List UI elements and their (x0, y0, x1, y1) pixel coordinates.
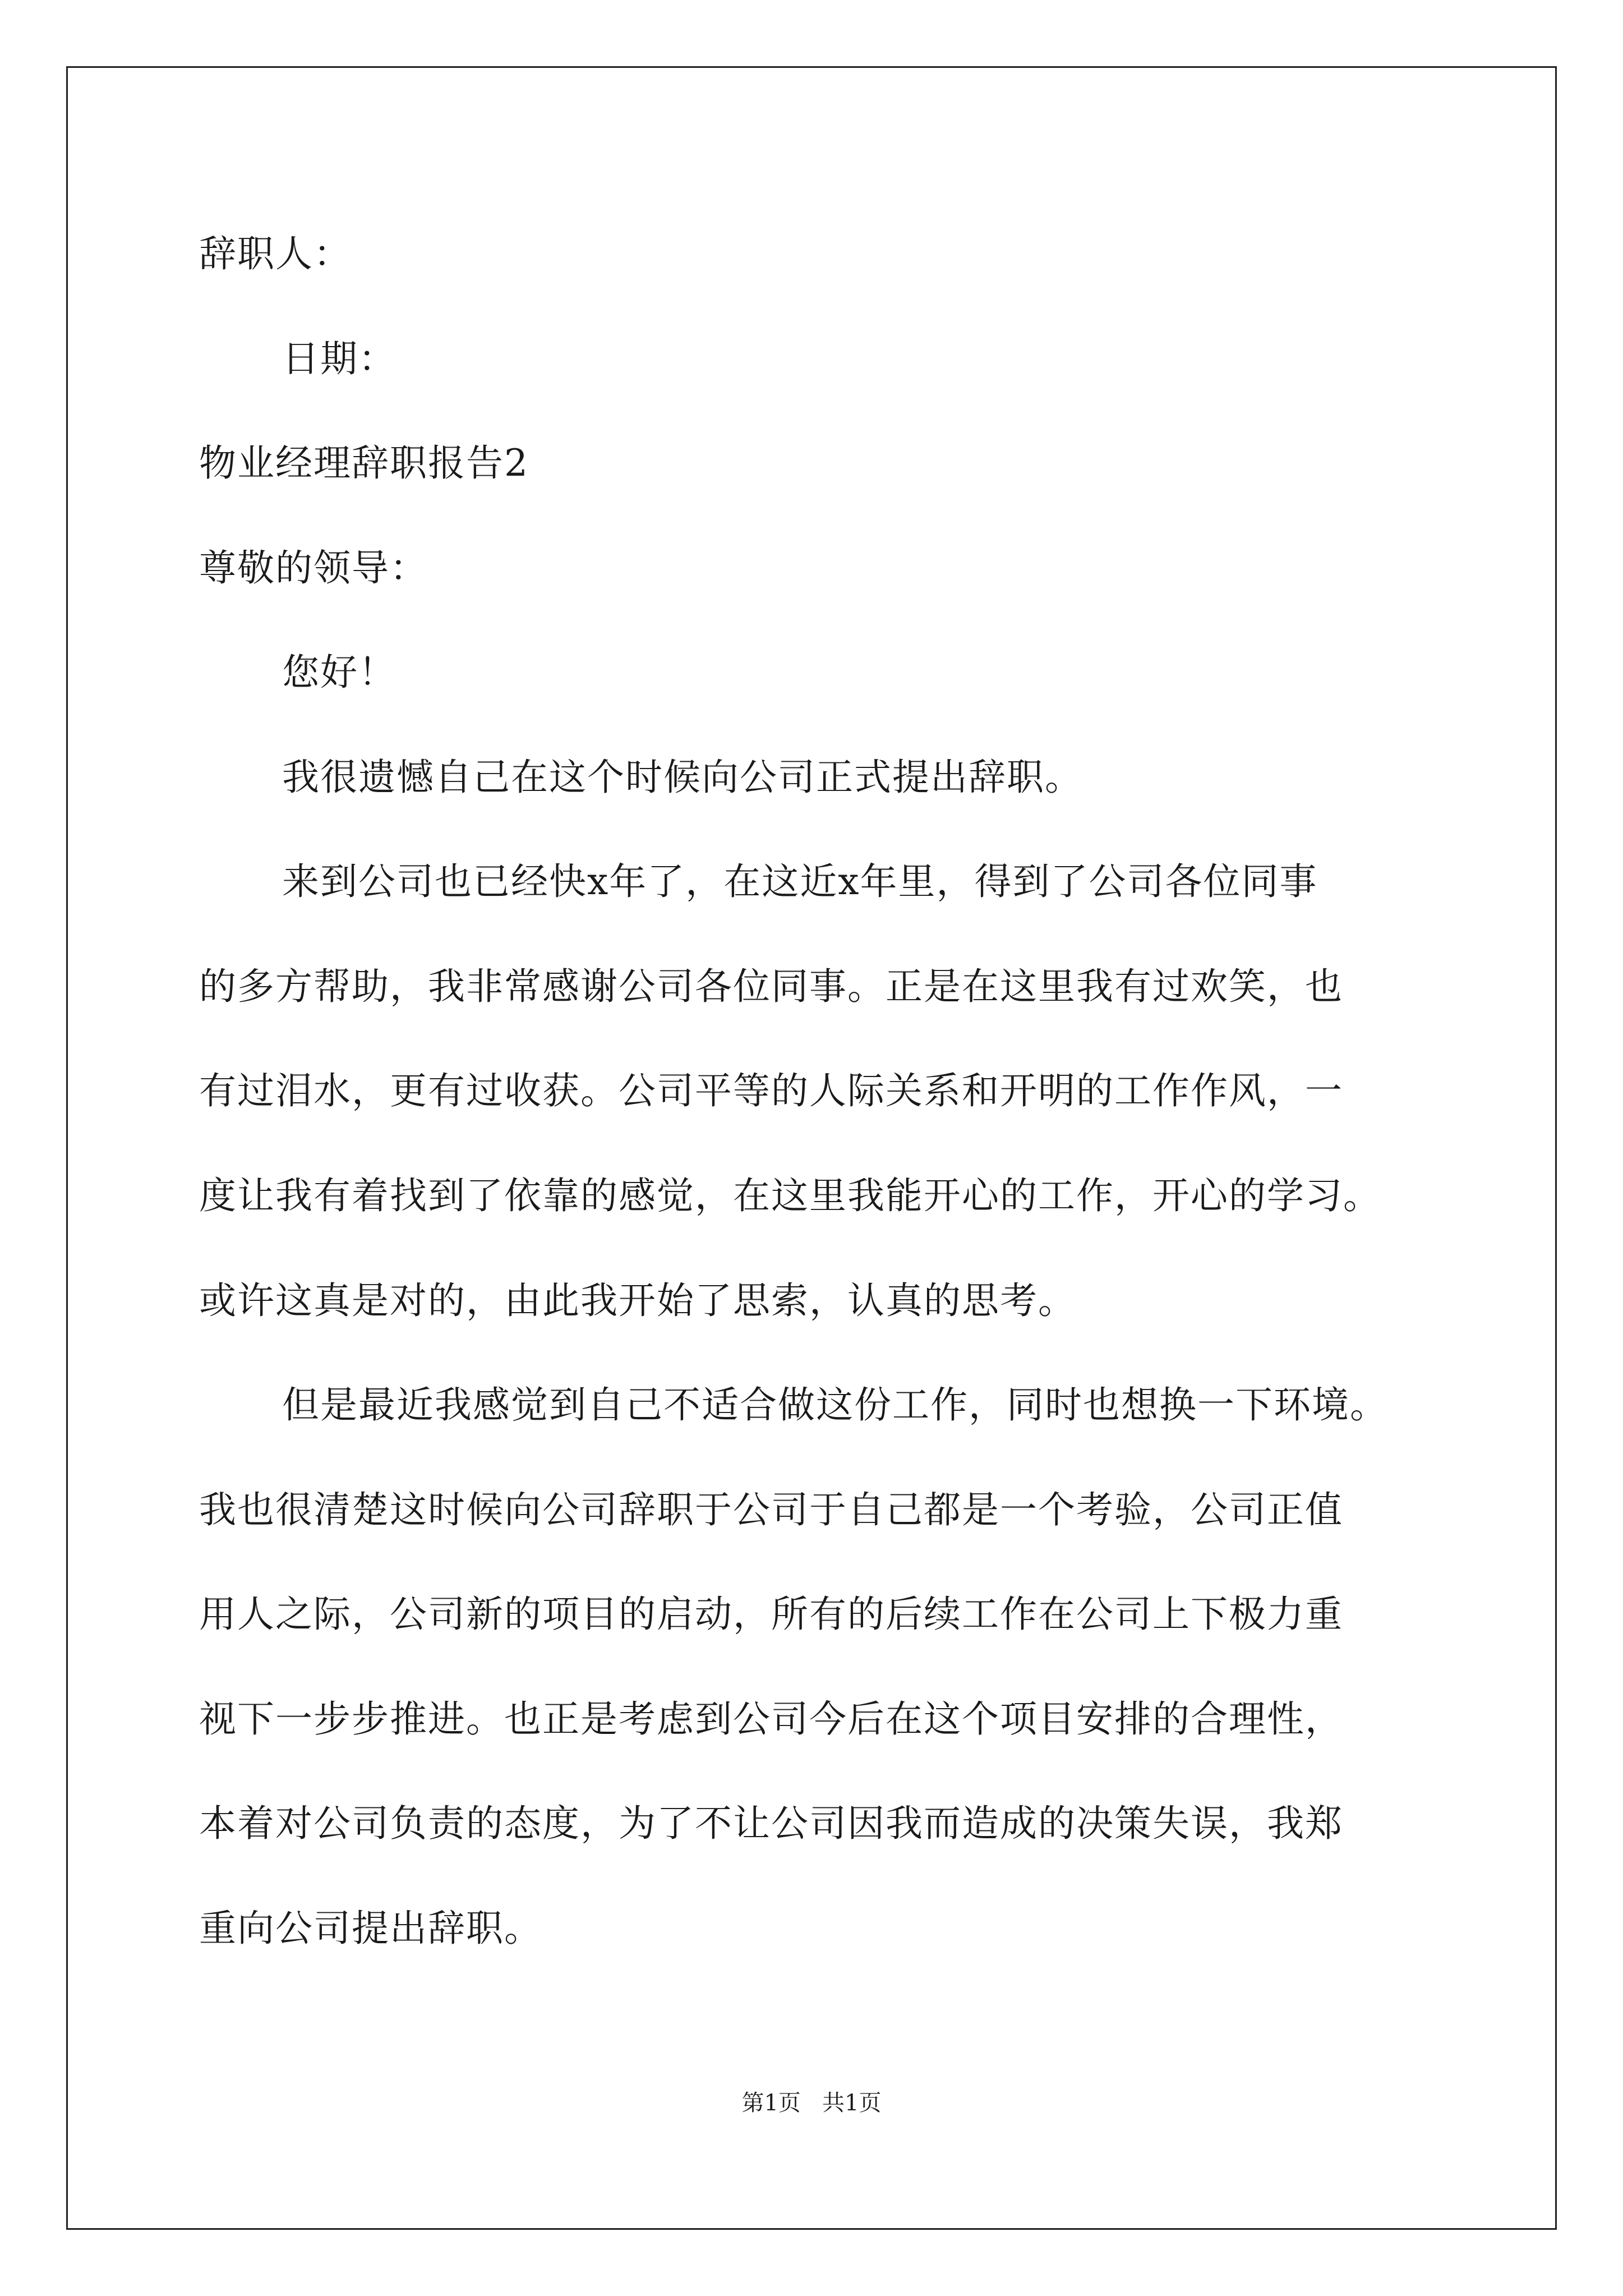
paragraph-2-line-5: 或许这真是对的，由此我开始了思索，认真的思考。 (199, 1279, 1076, 1322)
paragraph-2-line-1: 来到公司也已经快x年了，在这近x年里，得到了公司各位同事 (282, 860, 1318, 903)
paragraph-3-line-1: 但是最近我感觉到自己不适合做这份工作，同时也想换一下环境。 (282, 1383, 1388, 1427)
paragraph-2-line-3: 有过泪水，更有过收获。公司平等的人际关系和开明的工作作风，一 (199, 1069, 1343, 1112)
resigner-label: 辞职人： (199, 232, 352, 275)
greeting: 您好！ (282, 651, 396, 694)
paragraph-3-line-2: 我也很清楚这时候向公司辞职于公司于自己都是一个考验，公司正值 (199, 1488, 1343, 1531)
paragraph-3-line-3: 用人之际，公司新的项目的启动，所有的后续工作在公司上下极力重 (199, 1593, 1343, 1636)
paragraph-3-line-5: 本着对公司负责的态度，为了不让公司因我而造成的决策失误，我郑 (199, 1802, 1343, 1845)
page-number-footer: 第1页 共1页 (741, 2090, 882, 2116)
paragraph-3-line-4: 视下一步步推进。也正是考虑到公司今后在这个项目安排的合理性， (199, 1697, 1343, 1741)
salutation: 尊敬的领导： (199, 546, 428, 590)
page-border (66, 66, 1557, 2230)
document-title: 物业经理辞职报告2 (199, 441, 529, 485)
date-label: 日期： (282, 337, 396, 380)
paragraph-2-line-4: 度让我有着找到了依靠的感觉，在这里我能开心的工作，开心的学习。 (199, 1174, 1381, 1217)
paragraph-2-line-2: 的多方帮助，我非常感谢公司各位同事。正是在这里我有过欢笑，也 (199, 965, 1343, 1008)
paragraph-3-line-6: 重向公司提出辞职。 (199, 1907, 542, 1950)
paragraph-1-line-1: 我很遗憾自己在这个时候向公司正式提出辞职。 (282, 756, 1083, 799)
